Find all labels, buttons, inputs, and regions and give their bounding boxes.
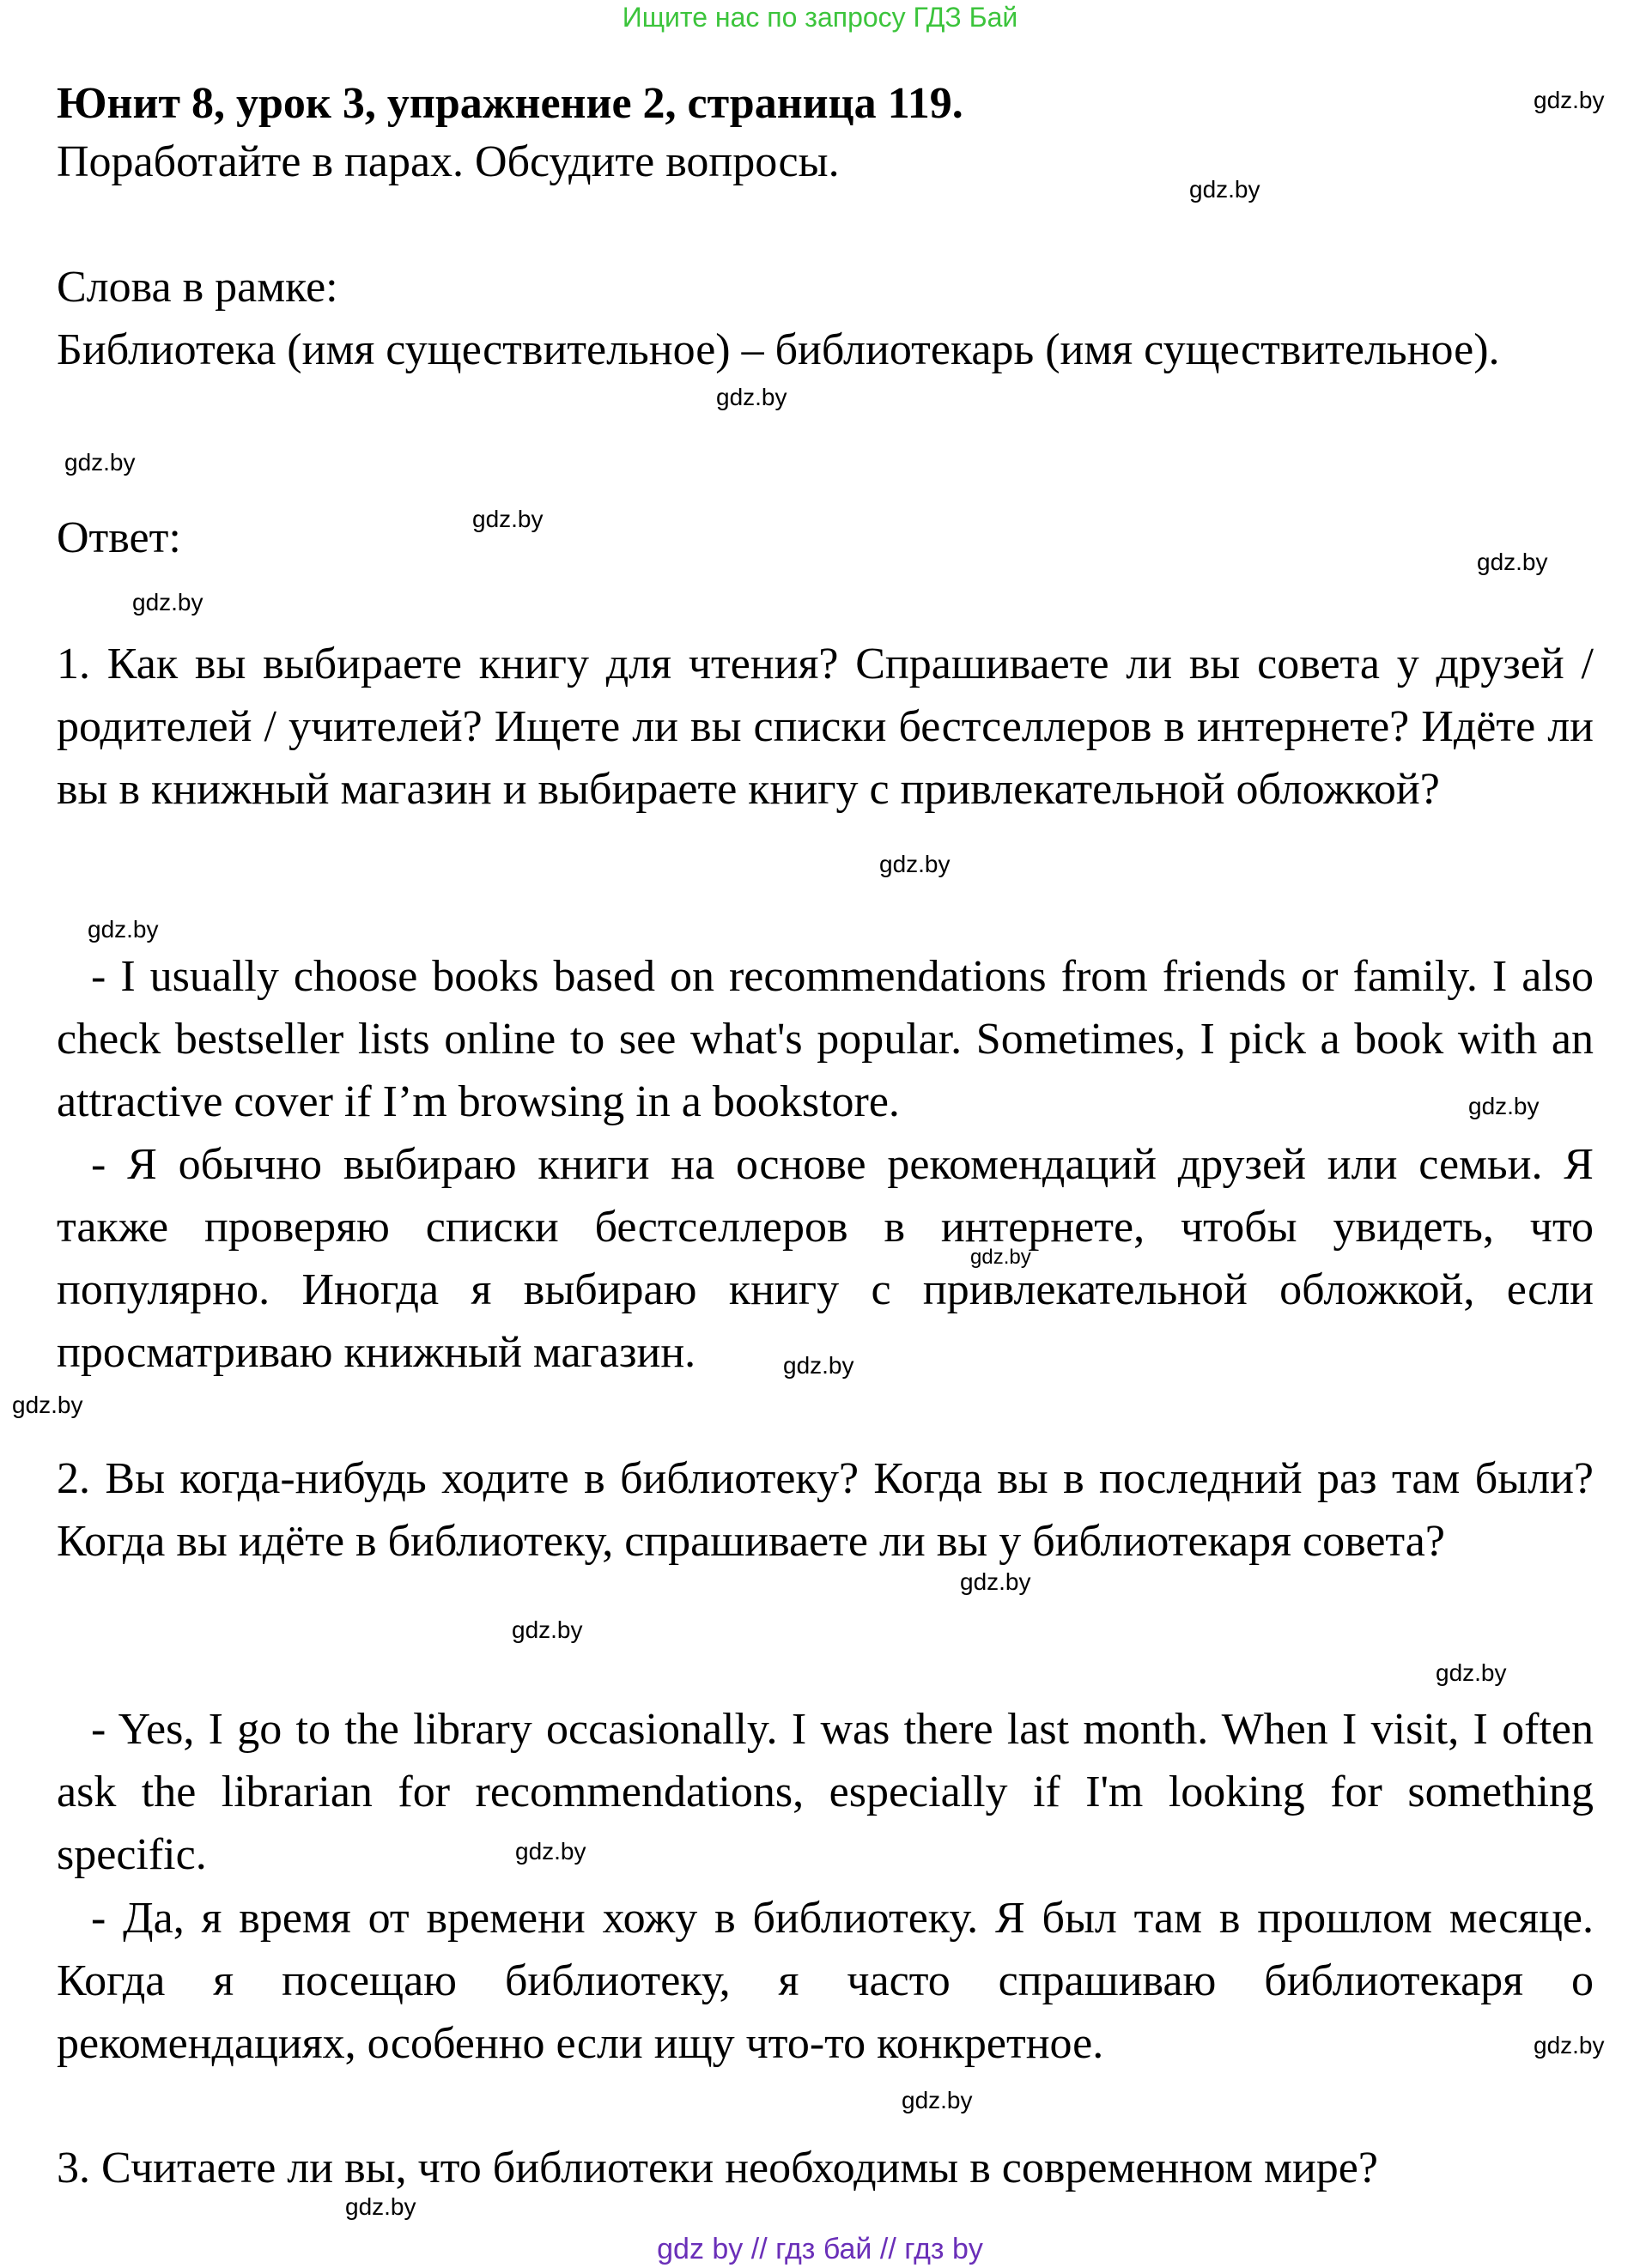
watermark: gdz.by bbox=[783, 1352, 854, 1379]
watermark: gdz.by bbox=[1468, 1093, 1540, 1119]
answer-1-russian: - Я обычно выбираю книги на основе рекомендаций друзей или семьи. Я также проверяю списки бестселлеров в интернете, чтобы увидеть, что популярно. Иногда я выбираю книгу с привлекательной обложкой, если просматриваю книжный магазин. bbox=[57, 1140, 1594, 1377]
watermark: gdz.by bbox=[1477, 549, 1548, 575]
page-title: Юнит 8, урок 3, упражнение 2, страница 119. bbox=[57, 79, 963, 128]
watermark: gdz.by bbox=[902, 2087, 973, 2113]
watermark: gdz.by bbox=[12, 1392, 83, 1418]
watermark: gdz.by bbox=[1534, 87, 1605, 113]
watermark: gdz.by bbox=[970, 1246, 1031, 1269]
watermark: gdz.by bbox=[1534, 2032, 1605, 2059]
watermark: gdz.by bbox=[1189, 176, 1260, 203]
watermark: gdz.by bbox=[88, 916, 159, 943]
answer-2-english: - Yes, I go to the library occasionally. I was there last month. When I visit, I often ask the librarian for recommendations, especially if I'm looking for something specific. bbox=[57, 1705, 1594, 1879]
watermark: gdz.by bbox=[1436, 1659, 1507, 1686]
answer-1-english: - I usually choose books based on recommendations from friends or family. I also check bestseller lists online to see what's popular. Sometimes, I pick a book with an attractive cover if I’m browsing in a bookstore. bbox=[57, 952, 1594, 1126]
watermark: gdz.by bbox=[64, 449, 136, 476]
watermark: gdz.by bbox=[132, 589, 203, 616]
instruction-text: Поработайте в парах. Обсудите вопросы. bbox=[57, 137, 840, 186]
watermark: gdz.by bbox=[716, 384, 787, 410]
watermark: gdz.by bbox=[960, 1568, 1031, 1595]
watermark: gdz.by bbox=[512, 1616, 583, 1643]
top-banner[interactable]: Ищите нас по запросу ГДЗ Бай bbox=[622, 2, 1018, 33]
watermark: gdz.by bbox=[345, 2193, 416, 2220]
watermark: gdz.by bbox=[879, 851, 951, 877]
answer-label: Ответ: bbox=[57, 513, 181, 562]
question-3: 3. Считаете ли вы, что библиотеки необходимы в современном мире? bbox=[57, 2144, 1378, 2192]
watermark: gdz.by bbox=[472, 506, 544, 532]
answer-2-russian: - Да, я время от времени хожу в библиотеку. Я был там в прошлом месяце. Когда я посещаю библиотеку, я часто спрашиваю библиотекаря о рекомендациях, особенно если ищу что-то конкретное. bbox=[57, 1894, 1594, 2068]
watermark: gdz.by bbox=[515, 1838, 586, 1865]
box-words-label: Слова в рамке: bbox=[57, 263, 338, 312]
question-2: 2. Вы когда-нибудь ходите в библиотеку? Когда вы в последний раз там были? Когда вы идёте в библиотеку, спрашиваете ли вы у библиотекаря совета? bbox=[57, 1454, 1594, 1566]
question-1: 1. Как вы выбираете книгу для чтения? Спрашиваете ли вы совета у друзей / родителей / учителей? Ищете ли вы списки бестселлеров в интернете? Идёте ли вы в книжный магазин и выбираете книгу с привлекательной обложкой? bbox=[57, 640, 1594, 814]
box-words-text: Библиотека (имя существительное) – библиотекарь (имя существительное). bbox=[57, 325, 1500, 374]
footer-links[interactable]: gdz by // гдз бай // гдз by bbox=[657, 2233, 983, 2265]
